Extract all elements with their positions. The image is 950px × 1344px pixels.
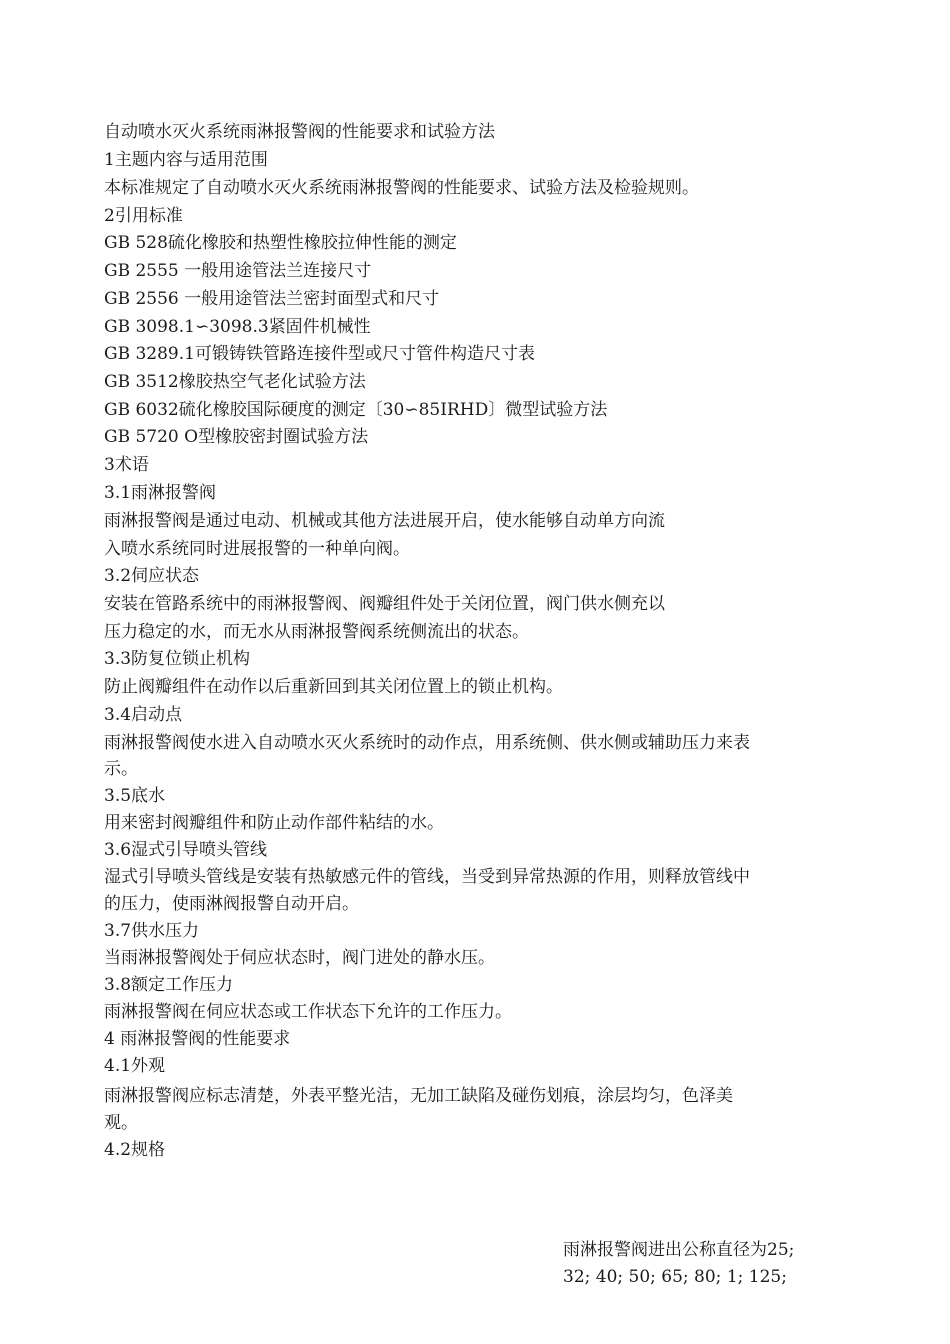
term-3-6-text-line: 湿式引导喷头管线是安装有热敏感元件的管线，当受到异常热源的作用，则释放管线中 bbox=[104, 867, 750, 887]
term-3-1-heading: 3.1雨淋报警阀 bbox=[104, 483, 217, 503]
term-3-3-heading: 3.3防复位锁止机构 bbox=[104, 649, 251, 669]
section-4-1-text-line: 观。 bbox=[104, 1113, 138, 1133]
section-4-2-text bbox=[563, 1237, 794, 1291]
reference-item: GB 6032硫化橡胶国际硬度的测定〔30∽85IRHD〕微型试验方法 bbox=[104, 400, 608, 420]
section-4-2-text-line: 雨淋报警阀进出公称直径为25; bbox=[563, 1240, 795, 1260]
document-title: 自动喷水灭火系统雨淋报警阀的性能要求和试验方法 bbox=[104, 122, 495, 142]
term-3-6-heading: 3.6湿式引导喷头管线 bbox=[104, 840, 268, 860]
term-3-8-heading: 3.8额定工作压力 bbox=[104, 975, 234, 995]
section-1-text: 本标准规定了自动喷水灭火系统雨淋报警阀的性能要求、试验方法及检验规则。 bbox=[104, 178, 699, 198]
section-3-heading: 3术语 bbox=[104, 455, 149, 475]
section-4-heading: 4 雨淋报警阀的性能要求 bbox=[104, 1029, 291, 1049]
term-3-4-text-line: 示。 bbox=[104, 759, 138, 779]
reference-item: GB 3098.1∽3098.3紧固件机械性 bbox=[104, 317, 371, 337]
term-3-7-heading: 3.7供水压力 bbox=[104, 921, 200, 941]
term-3-2-text-line: 安装在管路系统中的雨淋报警阀、阀瓣组件处于关闭位置，阀门供水侧充以 bbox=[104, 594, 665, 614]
term-3-5-text: 用来密封阀瓣组件和防止动作部件粘结的水。 bbox=[104, 813, 444, 833]
reference-item: GB 3512橡胶热空气老化试验方法 bbox=[104, 372, 366, 392]
term-3-6-text-line: 的压力，使雨淋阀报警自动开启。 bbox=[104, 894, 359, 914]
reference-item: GB 2556 一般用途管法兰密封面型式和尺寸 bbox=[104, 289, 440, 309]
term-3-2-heading: 3.2伺应状态 bbox=[104, 566, 200, 586]
term-3-3-text: 防止阀瓣组件在动作以后重新回到其关闭位置上的锁止机构。 bbox=[104, 677, 563, 697]
term-3-7-text: 当雨淋报警阀处于伺应状态时，阀门进处的静水压。 bbox=[104, 948, 495, 968]
term-3-1-text-line: 雨淋报警阀是通过电动、机械或其他方法进展开启，使水能够自动单方向流 bbox=[104, 511, 665, 531]
reference-item: GB 2555 一般用途管法兰连接尺寸 bbox=[104, 261, 372, 281]
section-2-heading: 2引用标准 bbox=[104, 206, 183, 226]
section-4-1-text-line: 雨淋报警阀应标志清楚，外表平整光洁，无加工缺陷及碰伤划痕，涂层均匀，色泽美 bbox=[104, 1086, 733, 1106]
term-3-1-text-line: 入喷水系统同时进展报警的一种单向阀。 bbox=[104, 539, 410, 559]
reference-item: GB 3289.1可锻铸铁管路连接件型或尺寸管件构造尺寸表 bbox=[104, 344, 535, 364]
term-3-5-heading: 3.5底水 bbox=[104, 786, 166, 806]
section-4-2-heading: 4.2规格 bbox=[104, 1140, 166, 1160]
term-3-8-text: 雨淋报警阀在伺应状态或工作状态下允许的工作压力。 bbox=[104, 1002, 512, 1022]
section-4-1-heading: 4.1外观 bbox=[104, 1056, 166, 1076]
term-3-4-text-line: 雨淋报警阀使水进入自动喷水灭火系统时的动作点，用系统侧、供水侧或辅助压力来表 bbox=[104, 733, 750, 753]
section-4-2-text-line: 32; 40; 50; 65; 80; 1; 125; bbox=[563, 1267, 787, 1287]
reference-item: GB 5720 O型橡胶密封圈试验方法 bbox=[104, 427, 369, 447]
section-1-heading: 1主题内容与适用范围 bbox=[104, 150, 268, 170]
reference-item: GB 528硫化橡胶和热塑性橡胶拉伸性能的测定 bbox=[104, 233, 457, 253]
term-3-2-text-line: 压力稳定的水，而无水从雨淋报警阀系统侧流出的状态。 bbox=[104, 622, 529, 642]
term-3-4-heading: 3.4启动点 bbox=[104, 705, 183, 725]
